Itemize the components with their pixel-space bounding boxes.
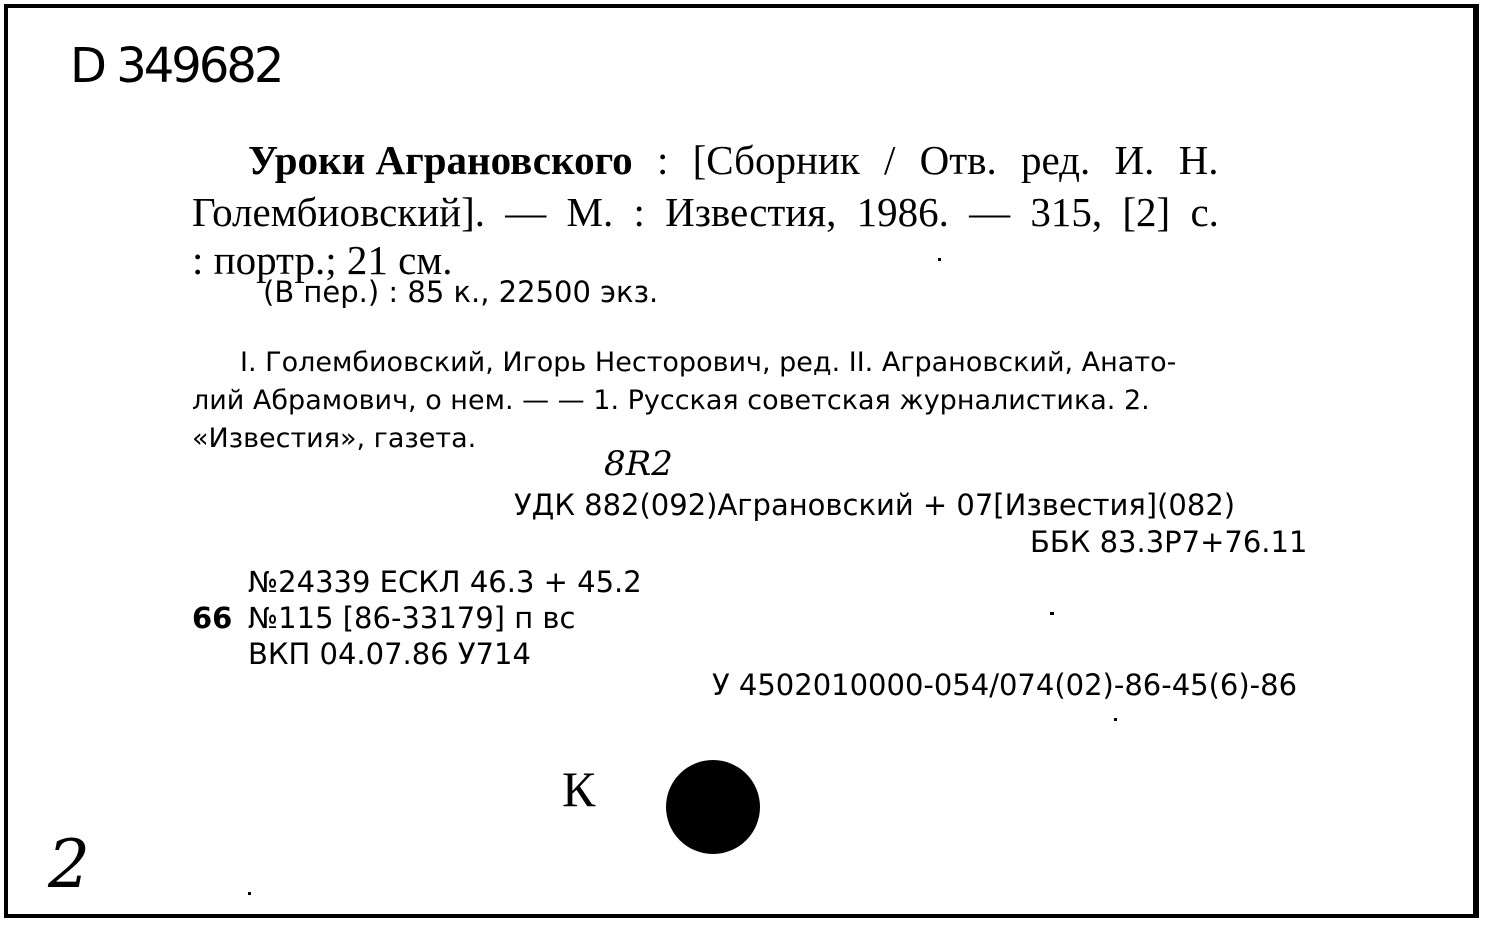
book-title: Уроки Аграновского: [248, 137, 633, 183]
bbk-line: ББК 83.3Р7+76.11: [1030, 525, 1308, 559]
speck: [938, 258, 941, 261]
punched-hole: [666, 760, 760, 854]
stamp-letter: К: [562, 761, 596, 817]
title-line-3: : портр.; 21 см.: [192, 237, 453, 283]
notes-line-2: лий Абрамович, о нем. — — 1. Русская советская журналистика. 2.: [192, 385, 1150, 416]
isbn-line: У 4502010000-054/074(02)-86-45(6)-86: [712, 668, 1298, 702]
handwritten-udk-correction: 8R2: [604, 444, 673, 484]
notes-line-1: I. Голембиовский, Игорь Несторович, ред. II. Аграновский, Анато-: [240, 347, 1177, 378]
handwritten-corner-mark: 2: [48, 826, 90, 903]
speck: [1114, 718, 1117, 721]
price-line: (В пер.) : 85 к., 22500 экз.: [263, 275, 659, 309]
udk-line: УДК 882(092)Аграновский + 07[Известия](082): [514, 488, 1236, 522]
title-line-2: Голембиовский]. — М. : Известия, 1986. — 315, [2] с.: [192, 189, 1219, 235]
speck: [1050, 612, 1054, 615]
title-line-1-rest: : [Сборник / Отв. ред. И. Н.: [632, 137, 1219, 183]
catalog-number-text: D 349682: [70, 38, 282, 94]
stat-line-2: №115 [86-33179] п вс: [248, 601, 576, 635]
title-line-1: [248, 134, 1368, 186]
stat-line-1: №24339 ЕСКЛ 46.3 + 45.2: [248, 565, 642, 599]
catalog-number: [70, 38, 281, 94]
stat-prefix: 66: [192, 601, 233, 635]
stat-line-3: ВКП 04.07.86 У714: [248, 637, 531, 671]
notes-line-3: «Известия», газета.: [192, 423, 477, 454]
catalog-card: [4, 4, 1479, 918]
speck: [248, 892, 251, 895]
